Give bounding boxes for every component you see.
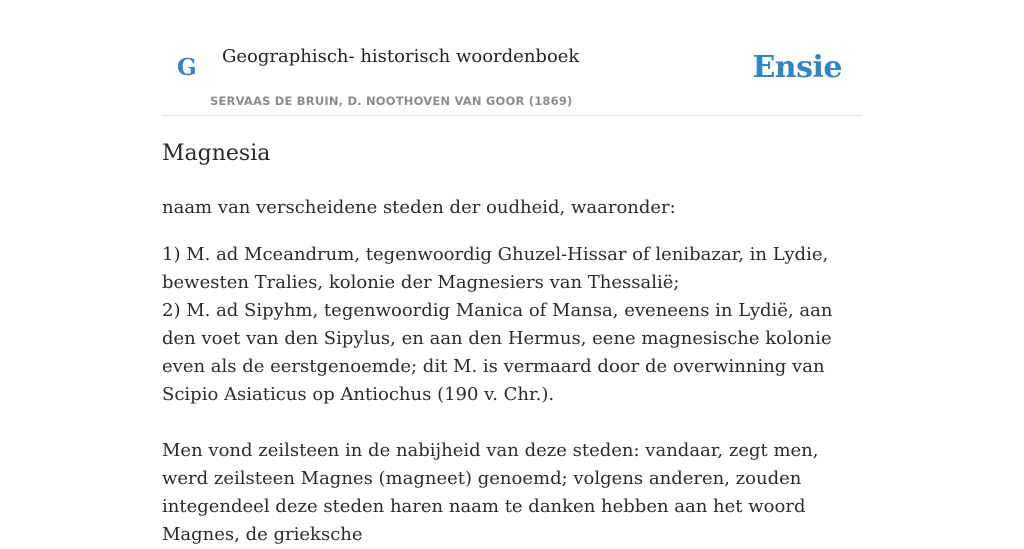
entry-definitions (162, 241, 867, 409)
entry-content (162, 138, 867, 549)
entry-note: Men vond zeilsteen in de nabijheid van deze steden: vandaar, zegt men, werd zeilsteen Magnes (magneet) genoemd; volgens anderen, zouden integendeel deze steden haren naam te danken hebben aan het woord Magnes, de grieksche (162, 440, 819, 545)
entry-headword: Magnesia (162, 141, 271, 166)
definition-item: 2) M. ad Sipyhm, tegenwoordig Manica of Mansa, eveneens in Lydië, aan den voet van den Sipylus, en aan den Hermus, eene magnesische kolonie even als de eerstgenoemde; dit M. is vermaard door de overwinning van Scipio Asiaticus op Antiochus (190 v. Chr.). (162, 300, 833, 405)
book-title[interactable]: Geographisch- historisch woordenboek (222, 46, 580, 67)
ensie-logo[interactable]: Ensie (752, 50, 842, 85)
book-authors: SERVAAS DE BRUIN, D. NOOTHOVEN VAN GOOR (1869) (210, 94, 573, 108)
book-letter-icon: G (177, 54, 197, 81)
definition-item: 1) M. ad Mceandrum, tegenwoordig Ghuzel-Hissar of lenibazar, in Lydie, bewesten Tralies, kolonie der Magnesiers van Thessalië; (162, 244, 829, 293)
book-header (162, 0, 862, 116)
entry-intro: naam van verscheidene steden der oudheid, waaronder: (162, 197, 676, 218)
